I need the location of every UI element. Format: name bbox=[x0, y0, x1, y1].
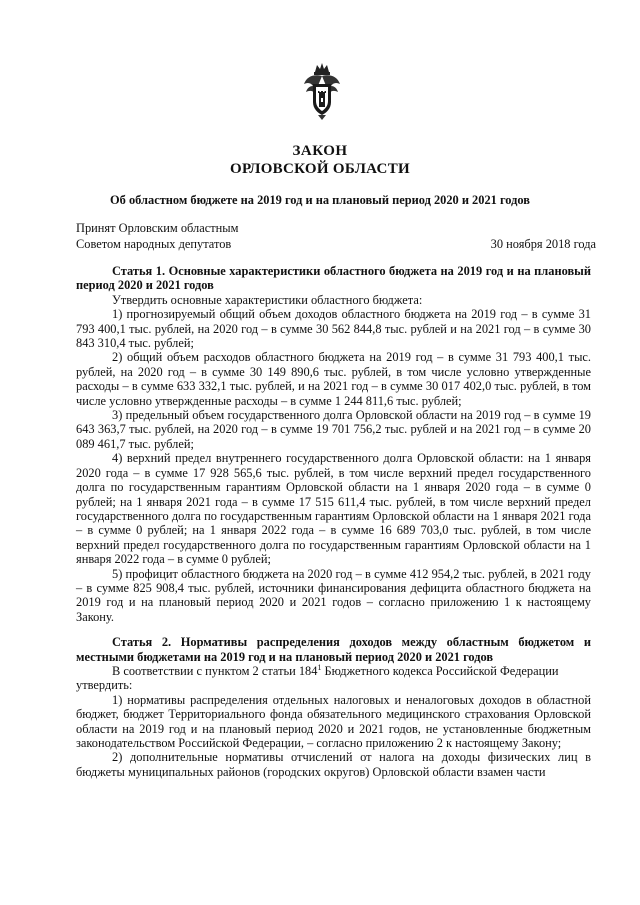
adoption-date: 30 ноября 2018 года bbox=[490, 237, 596, 251]
adoption-line-1: Принят Орловским областным bbox=[76, 221, 239, 235]
article-1-item-3: 3) предельный объем государственного долга Орловской области на 2019 год – в сумме 19 643 363,7 тыс. рублей, на 2020 год – в сумме 19 701 756,2 тыс. рублей и на 2021 год – в сумме 20 089 461,7 тыс. рублей; bbox=[76, 408, 591, 451]
law-subject-title: Об областном бюджете на 2019 год и на плановый период 2020 и 2021 годов bbox=[110, 193, 530, 207]
article-1-heading: Статья 1. Основные характеристики областного бюджета на 2019 год и на плановый период 2020 и 2021 годов bbox=[76, 264, 591, 293]
section-spacer bbox=[76, 624, 591, 635]
adoption-line-2: Советом народных депутатов bbox=[76, 237, 232, 251]
coat-of-arms-icon bbox=[302, 62, 342, 122]
law-body bbox=[76, 264, 591, 779]
article-2-intro-text-end: Бюджетного кодекса Российской Федерации bbox=[321, 663, 559, 678]
article-2-heading: Статья 2. Нормативы распределения доходов между областным бюджетом и местными бюджетами на 2019 год и на плановый период 2020 и 2021 годов bbox=[76, 635, 591, 664]
article-2-item-1: 1) нормативы распределения отдельных налоговых и неналоговых доходов в областной бюджет, бюджет Территориального фонда обязательного медицинского страхования Орловской области на 2019 год и на плановый период 2020 и 2021 годов, не установленные бюджетным законодательством Российской Федерации, – согласно приложению 2 к настоящему Закону; bbox=[76, 692, 591, 750]
article-2-intro-text: В соответствии с пунктом 2 статьи 184 bbox=[112, 663, 318, 678]
article-1-intro: Утвердить основные характеристики областного бюджета: bbox=[112, 292, 423, 307]
article-2-item-2: 2) дополнительные нормативы отчислений от налога на доходы физических лиц в бюджеты муниципальных районов (городских округов) Орловской области взамен части bbox=[76, 750, 591, 779]
article-1-item-1: 1) прогнозируемый общий объем доходов областного бюджета на 2019 год – в сумме 31 793 400,1 тыс. рублей, на 2020 год – в сумме 30 562 844,8 тыс. рублей и на 2021 год – в сумме 30 843 310,4 тыс. рублей; bbox=[76, 307, 591, 351]
region-title: ОРЛОВСКОЙ ОБЛАСТИ bbox=[230, 161, 410, 177]
article-2-intro-continued: утвердить: bbox=[76, 678, 133, 693]
article-1-item-4: 4) верхний предел внутреннего государственного долга Орловской области: на 1 января 2020 года – в сумме 17 928 565,6 тыс. рублей, в том числе верхний предел государственного долга по государственным гарантиям Орловской области на 1 января 2020 года – в сумме 0 рублей; на 1 января 2021 года – в сумме 17 515 611,4 тыс. рублей, в том числе верхний предел государственного долга по государственным гарантиям Орловской области на 1 января 2021 года – в сумме 0 рублей; на 1 января 2022 года – в сумме 16 689 703,0 тыс. рублей, в том числе верхний предел государственного долга по государственным гарантиям Орловской области на 1 января 2022 года – в сумме 0 рублей; bbox=[76, 451, 591, 567]
document-type-title: ЗАКОН bbox=[292, 143, 348, 159]
article-2-intro bbox=[76, 664, 591, 678]
article-1-item-5: 5) профицит областного бюджета на 2020 год – в сумме 412 954,2 тыс. рублей, в 2021 году – в сумме 825 908,4 тыс. рублей, источники финансирования дефицита областного бюджета на 2019 год и на плановый период 2020 и 2021 годов – согласно приложению 1 к настоящему Закону. bbox=[76, 566, 591, 624]
article-2-intro-superscript: 1 bbox=[317, 662, 322, 672]
article-1-item-2: 2) общий объем расходов областного бюджета на 2019 год – в сумме 31 793 400,1 тыс. рублей, на 2020 год – в сумме 30 149 890,6 тыс. рублей, в том числе условно утвержденные расходы – в сумме 633 332,1 тыс. рублей, и на 2021 год – в сумме 30 017 402,0 тыс. рублей, в том числе условно утвержденные расходы – в сумме 1 244 811,6 тыс. рублей; bbox=[76, 350, 591, 408]
